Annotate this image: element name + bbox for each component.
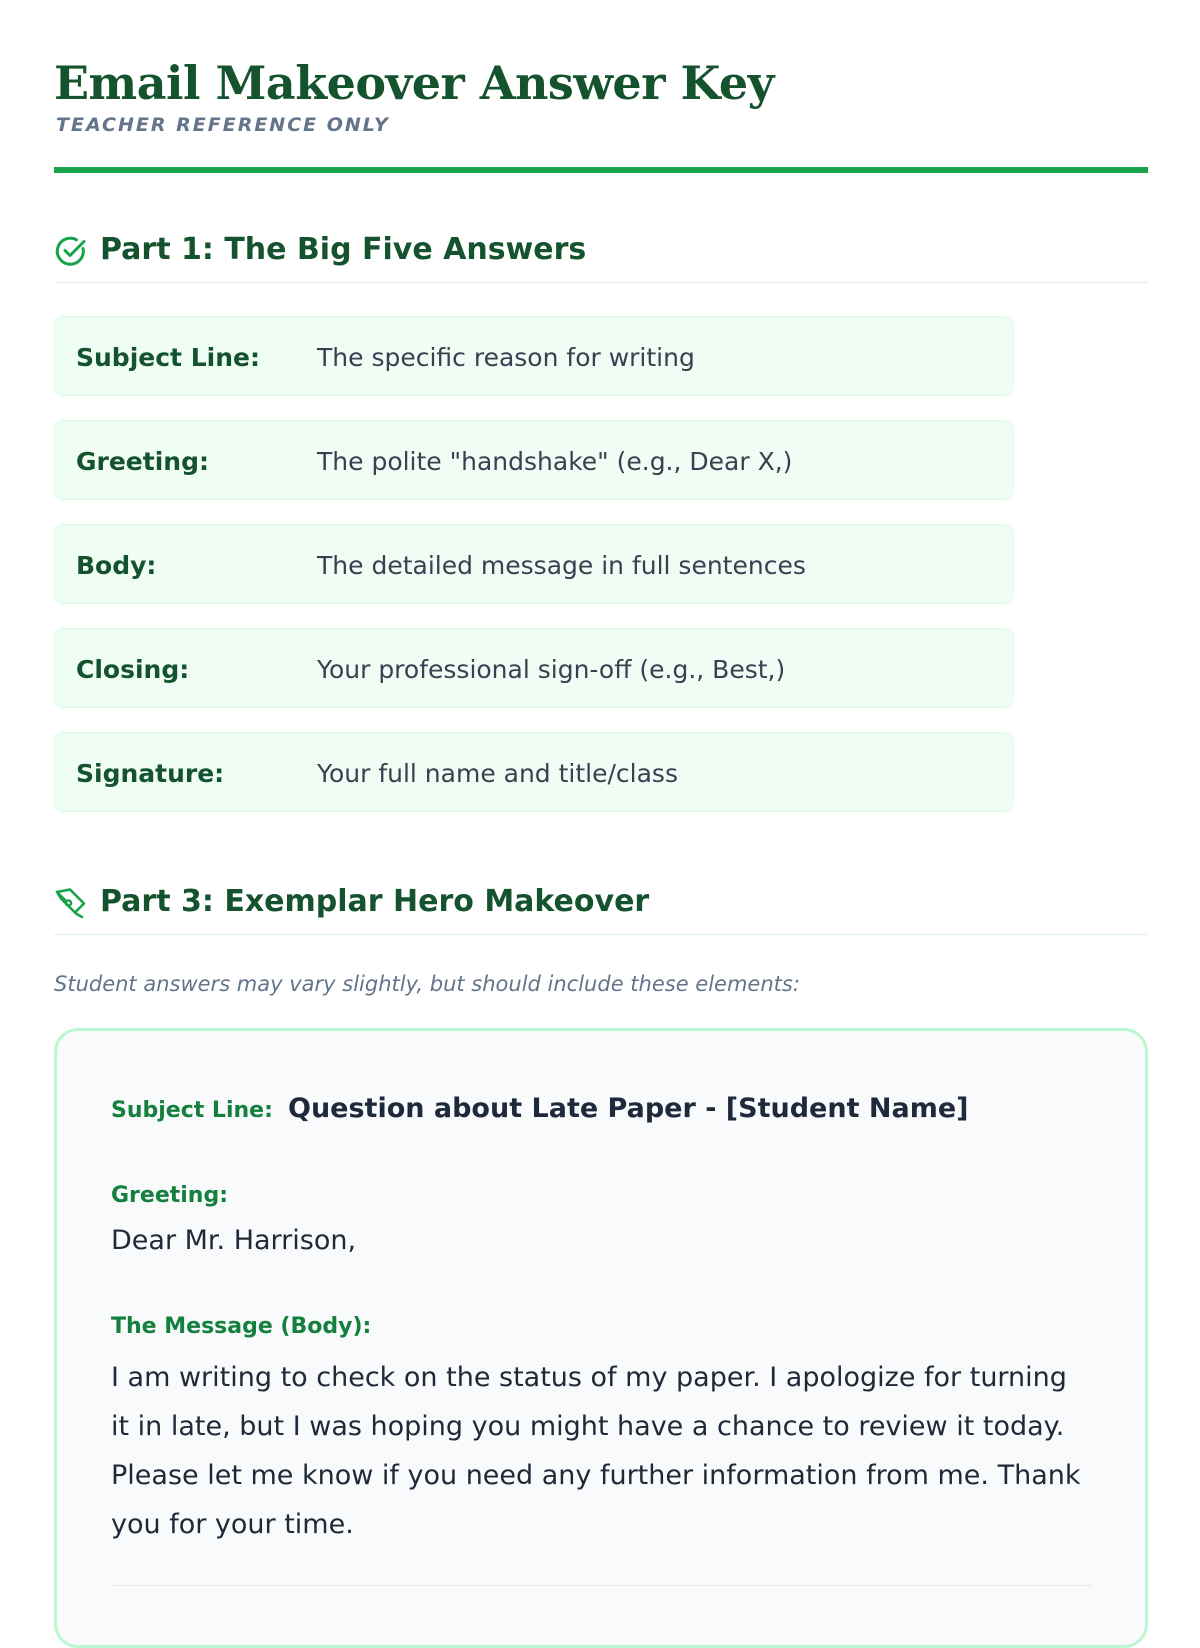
card-divider bbox=[111, 1585, 1091, 1586]
message-body-label: The Message (Body): bbox=[111, 1314, 372, 1339]
answer-term: Greeting: bbox=[76, 447, 209, 476]
answer-row-body bbox=[54, 524, 1014, 604]
pen-nib-icon bbox=[54, 886, 88, 920]
section-title-part3: Part 3: Exemplar Hero Makeover bbox=[100, 884, 650, 919]
section-title-part1: Part 1: The Big Five Answers bbox=[100, 232, 587, 267]
answer-definition: Your professional sign-off (e.g., Best,) bbox=[317, 655, 786, 684]
greeting-label: Greeting: bbox=[111, 1183, 229, 1208]
answer-row-signature bbox=[54, 732, 1014, 812]
answer-term: Subject Line: bbox=[76, 343, 260, 372]
answer-row-greeting bbox=[54, 420, 1014, 500]
message-body-text: I am writing to check on the status of my paper. I apologize for turning it in late, but I was hoping you might have a chance to review it today. Please let me know if you need any further information from me. Thank you for your time. bbox=[111, 1362, 1081, 1540]
grading-note: Student answers may vary slightly, but should include these elements: bbox=[54, 972, 800, 996]
answer-term: Body: bbox=[76, 551, 157, 580]
page-subtitle: TEACHER REFERENCE ONLY bbox=[56, 114, 390, 136]
subject-line-value: Question about Late Paper - [Student Name] bbox=[288, 1093, 969, 1124]
answer-term: Closing: bbox=[76, 655, 190, 684]
title-divider bbox=[54, 167, 1148, 173]
check-circle-icon bbox=[54, 234, 88, 268]
section-heading-part1 bbox=[54, 230, 1148, 283]
answer-definition: The detailed message in full sentences bbox=[317, 551, 806, 580]
answer-definition: Your full name and title/class bbox=[317, 759, 678, 788]
answer-definition: The specific reason for writing bbox=[317, 343, 695, 372]
answer-row-subject-line bbox=[54, 316, 1014, 396]
subject-line-label: Subject Line: bbox=[111, 1098, 273, 1123]
answer-term: Signature: bbox=[76, 759, 225, 788]
greeting-value: Dear Mr. Harrison, bbox=[111, 1225, 357, 1256]
answer-definition: The polite "handshake" (e.g., Dear X,) bbox=[317, 447, 793, 476]
section-heading-part3 bbox=[54, 882, 1148, 935]
answer-row-closing bbox=[54, 628, 1014, 708]
big-five-answer-list bbox=[54, 316, 1014, 836]
exemplar-email-card bbox=[54, 1028, 1148, 1648]
page-title: Email Makeover Answer Key bbox=[54, 56, 774, 110]
